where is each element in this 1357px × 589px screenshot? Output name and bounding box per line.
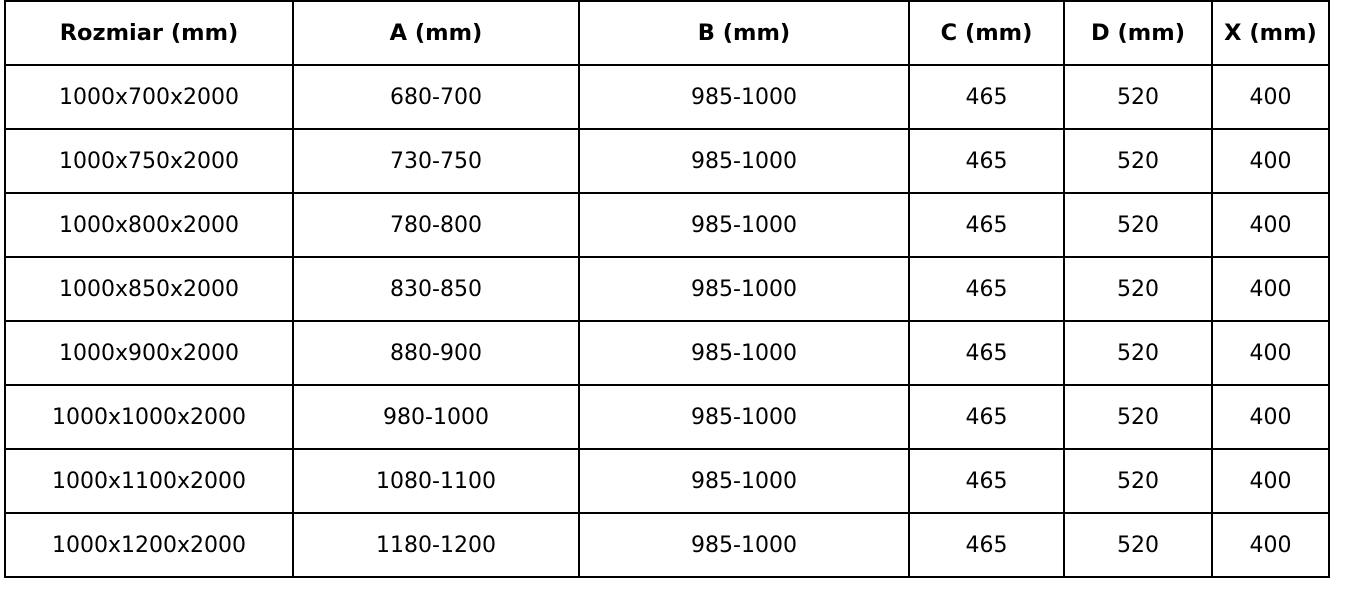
cell-b: 985-1000: [579, 129, 909, 193]
cell-a: 680-700: [293, 65, 579, 129]
cell-x: 400: [1212, 257, 1329, 321]
column-header-d: D (mm): [1064, 1, 1212, 65]
table-header: [5, 1, 1329, 65]
table-header-row: [5, 1, 1329, 65]
cell-a: 830-850: [293, 257, 579, 321]
cell-b: 985-1000: [579, 513, 909, 577]
table-row: [5, 193, 1329, 257]
cell-c: 465: [909, 321, 1064, 385]
cell-x: 400: [1212, 385, 1329, 449]
cell-d: 520: [1064, 385, 1212, 449]
table-body: [5, 65, 1329, 577]
cell-c: 465: [909, 385, 1064, 449]
cell-rozmiar: 1000x700x2000: [5, 65, 293, 129]
cell-rozmiar: 1000x1100x2000: [5, 449, 293, 513]
cell-rozmiar: 1000x800x2000: [5, 193, 293, 257]
cell-rozmiar: 1000x1000x2000: [5, 385, 293, 449]
column-header-c: C (mm): [909, 1, 1064, 65]
cell-x: 400: [1212, 129, 1329, 193]
column-header-x: X (mm): [1212, 1, 1329, 65]
cell-b: 985-1000: [579, 65, 909, 129]
cell-c: 465: [909, 449, 1064, 513]
cell-a: 1080-1100: [293, 449, 579, 513]
cell-c: 465: [909, 513, 1064, 577]
cell-a: 980-1000: [293, 385, 579, 449]
cell-b: 985-1000: [579, 257, 909, 321]
table-row: [5, 449, 1329, 513]
cell-b: 985-1000: [579, 385, 909, 449]
cell-b: 985-1000: [579, 449, 909, 513]
cell-x: 400: [1212, 513, 1329, 577]
table-row: [5, 321, 1329, 385]
cell-c: 465: [909, 193, 1064, 257]
column-header-a: A (mm): [293, 1, 579, 65]
cell-d: 520: [1064, 513, 1212, 577]
column-header-rozmiar: Rozmiar (mm): [5, 1, 293, 65]
cell-c: 465: [909, 129, 1064, 193]
cell-rozmiar: 1000x1200x2000: [5, 513, 293, 577]
table-row: [5, 513, 1329, 577]
cell-b: 985-1000: [579, 321, 909, 385]
cell-d: 520: [1064, 449, 1212, 513]
cell-rozmiar: 1000x750x2000: [5, 129, 293, 193]
cell-d: 520: [1064, 193, 1212, 257]
cell-c: 465: [909, 257, 1064, 321]
cell-d: 520: [1064, 321, 1212, 385]
table-row: [5, 257, 1329, 321]
cell-a: 880-900: [293, 321, 579, 385]
cell-rozmiar: 1000x900x2000: [5, 321, 293, 385]
cell-d: 520: [1064, 129, 1212, 193]
cell-x: 400: [1212, 193, 1329, 257]
table-row: [5, 129, 1329, 193]
cell-x: 400: [1212, 321, 1329, 385]
table-row: [5, 385, 1329, 449]
cell-a: 730-750: [293, 129, 579, 193]
table-row: [5, 65, 1329, 129]
cell-a: 780-800: [293, 193, 579, 257]
cell-x: 400: [1212, 449, 1329, 513]
cell-x: 400: [1212, 65, 1329, 129]
cell-b: 985-1000: [579, 193, 909, 257]
cell-a: 1180-1200: [293, 513, 579, 577]
cell-d: 520: [1064, 257, 1212, 321]
specification-table: [4, 0, 1330, 578]
column-header-b: B (mm): [579, 1, 909, 65]
cell-d: 520: [1064, 65, 1212, 129]
cell-c: 465: [909, 65, 1064, 129]
cell-rozmiar: 1000x850x2000: [5, 257, 293, 321]
